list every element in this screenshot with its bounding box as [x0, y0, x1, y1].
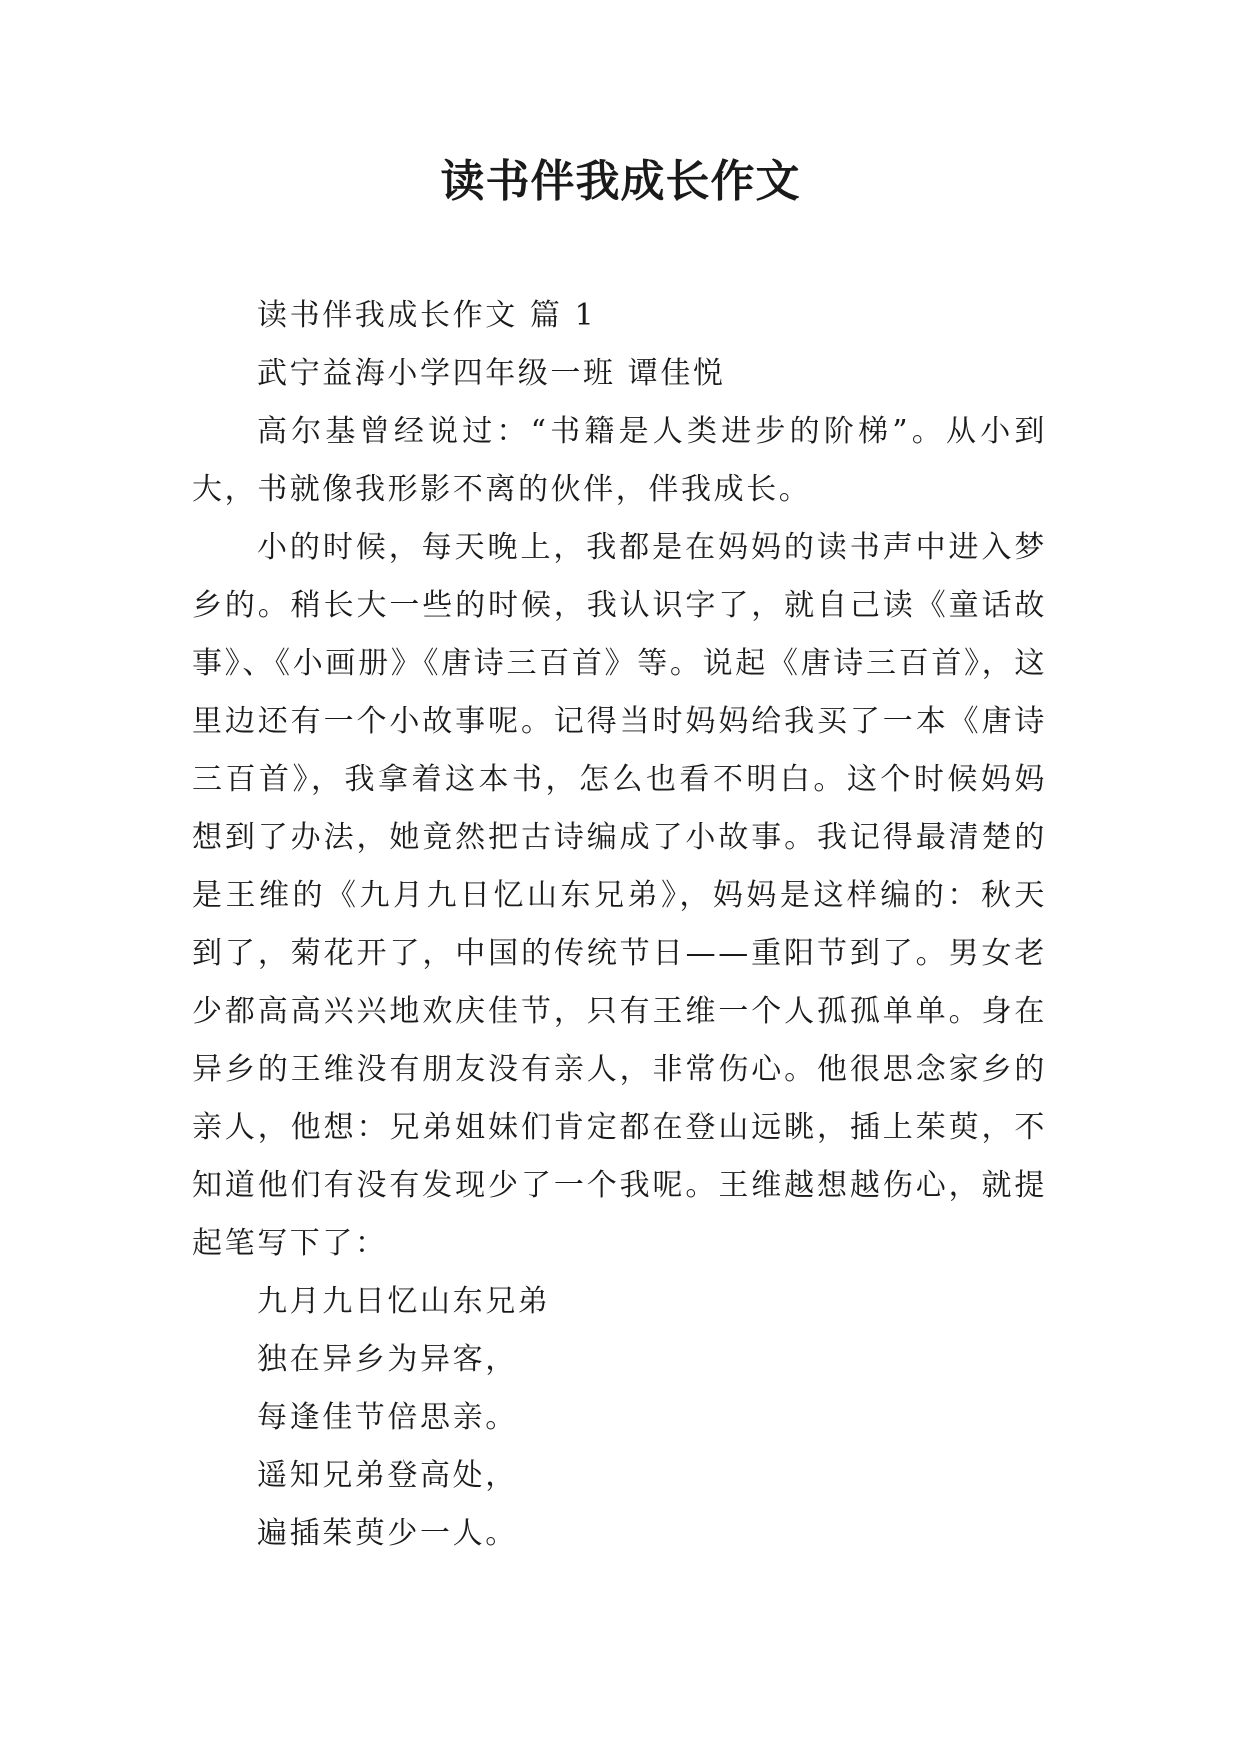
poem-title: 九月九日忆山东兄弟 [257, 1284, 551, 1319]
essay-heading: 读书伴我成长作文 篇 1 [257, 298, 597, 333]
body-paragraph: 小的时候，每天晚上，我都是在妈妈的读书声中进入梦乡的。稍长大一些的时候，我认识字了，就自己读《童话故事》、《小画册》《唐诗三百首》等。说起《唐诗三百首》，这里边还有一个小故事呢。记得当时妈妈给我买了一本《唐诗三百首》，我拿着这本书，怎么也看不明白。这个时候妈妈想到了办法，她竟然把古诗编成了小故事。我记得最清楚的是王维的《九月九日忆山东兄弟》，妈妈是这样编的：秋天到了，菊花开了，中国的传统节日——重阳节到了。男女老少都高高兴兴地欢庆佳节，只有王维一个人孤孤单单。身在异乡的王维没有朋友没有亲人，非常伤心。他很思念家乡的亲人，他想：兄弟姐妹们肯定都在登山远眺，插上茱萸，不知道他们有没有发现少了一个我呢。王维越想越伤心，就提起笔写下了： [192, 530, 1047, 1261]
poem-line: 每逢佳节倍思亲。 [257, 1400, 518, 1435]
body-paragraph: 高尔基曾经说过：“书籍是人类进步的阶梯”。从小到大，书就像我形影不离的伙伴，伴我成长。 [192, 414, 1047, 507]
document-body [192, 287, 1047, 1563]
poem-line: 遥知兄弟登高处， [257, 1458, 518, 1493]
document-title: 读书伴我成长作文 [440, 156, 801, 207]
poem-line: 遍插茱萸少一人。 [257, 1516, 518, 1551]
poem-line: 独在异乡为异客， [257, 1342, 518, 1377]
author-line: 武宁益海小学四年级一班 谭佳悦 [257, 356, 726, 391]
